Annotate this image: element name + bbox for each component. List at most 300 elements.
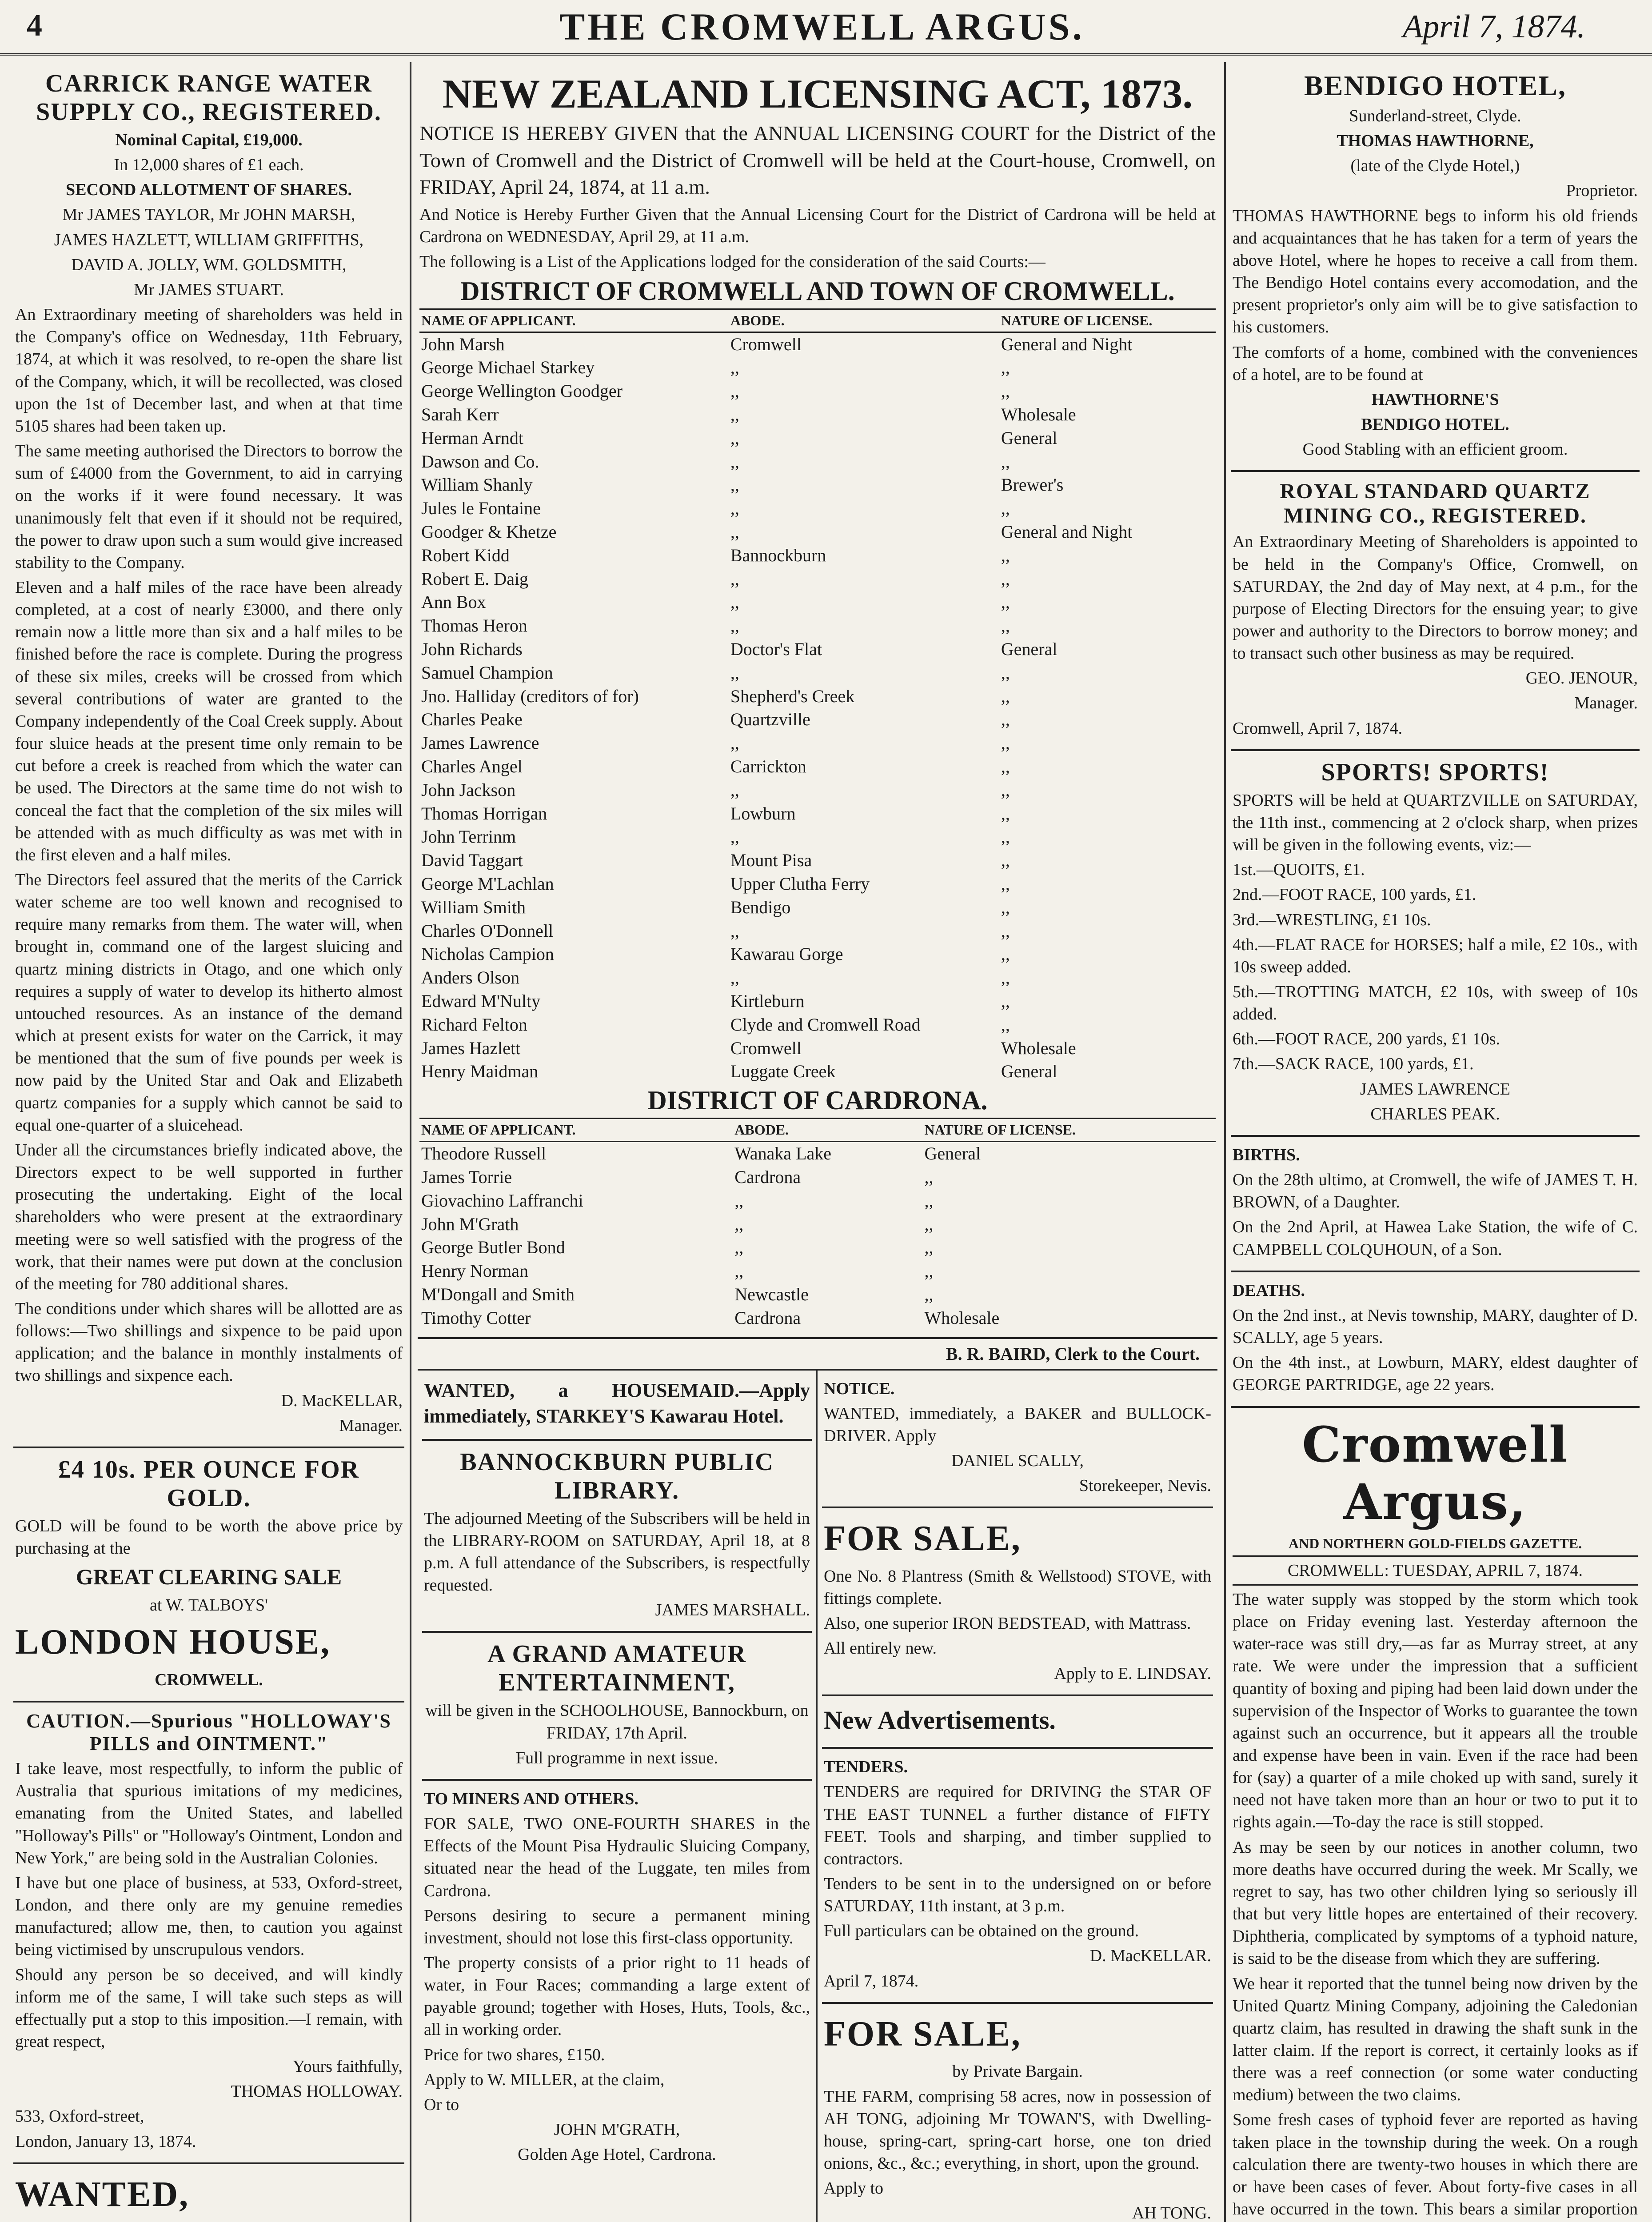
abode-cell: ,, xyxy=(734,1261,744,1281)
abode-cell: ,, xyxy=(730,592,739,612)
ad-signature: JAMES LAWRENCE xyxy=(1360,1079,1510,1099)
applicant-cell: Henry Maidman xyxy=(421,1061,539,1082)
licensing-paragraph: The following is a List of the Applications lodged for the consideration of the said Courts:— xyxy=(419,252,1045,272)
middle-subcolumns xyxy=(418,1371,1217,2222)
nature-cell: ,, xyxy=(1001,827,1010,847)
applicant-cell: Robert E. Daig xyxy=(421,568,529,589)
table-row xyxy=(419,966,1216,990)
ad-title: FOR SALE, xyxy=(824,2014,1022,2054)
column-rule xyxy=(410,62,411,2222)
applicant-cell: Charles O'Donnell xyxy=(421,920,554,941)
sports-event: 7th.—SACK RACE, 100 yards, £1. xyxy=(1233,1055,1474,1074)
ad-paragraph: WANTED, a HOUSEMAID.—Apply immediately, STARKEY'S Kawarau Hotel. xyxy=(424,1379,810,1427)
abode-cell: Carrickton xyxy=(730,756,806,776)
ad-paragraph: TENDERS are required for DRIVING the STAR OF THE EAST TUNNEL a further distance of FIFTY FEET. Tools and sharping, and timber supplied to contractors. xyxy=(824,1782,1211,1868)
nature-cell: ,, xyxy=(1001,357,1010,378)
ad-paragraph: The same meeting authorised the Directors to borrow the sum of £4000 from the Government, to aid in carrying on the works if it were found necessary. It was unanimously felt that even if it should not be required, the power to draw upon such a sum would give increased stability to the Company. xyxy=(15,442,403,572)
carrick-water-ad xyxy=(13,62,404,1448)
ad-paragraph: An Extraordinary Meeting of Shareholders is appointed to be held in the Company's Office, Cromwell, on SATURDAY, the 2nd day of May next, at 4 p.m., for the purpose of Electing Directors for the ensuing year; to give power and authority to the Directors to borrow money; and to transact such other business as may be required. xyxy=(1233,532,1638,663)
table-row xyxy=(419,1307,1216,1330)
table-row xyxy=(419,638,1216,661)
table-row xyxy=(419,1142,1216,1166)
nature-cell: General and Night xyxy=(1001,334,1133,354)
tenders-ad xyxy=(822,1749,1213,2004)
applicant-cell: Charles Angel xyxy=(421,756,523,776)
ad-signature: JOHN M'GRATH, xyxy=(554,2120,680,2139)
ad-title: TO MINERS AND OTHERS. xyxy=(424,1789,638,1808)
ad-paragraph: The conditions under which shares will be allotted are as follows:—Two shillings and sixpence to be paid upon application; and the balance in monthly instalments of two shillings and sixpence each. xyxy=(15,1299,403,1385)
ad-paragraph: Apply to W. MILLER, at the claim, xyxy=(424,2070,665,2089)
column-header: NATURE OF LICENSE. xyxy=(922,1119,1216,1142)
ad-title: TENDERS. xyxy=(824,1758,908,1777)
abode-cell: Luggate Creek xyxy=(730,1061,836,1082)
ad-paragraph: The adjourned Meeting of the Subscribers will be held in the LIBRARY-ROOM on SATURDAY, April 18, at 8 p.m. A full attendance of the Subscribers, is respectfully requested. xyxy=(424,1509,810,1595)
abode-cell: ,, xyxy=(730,428,739,448)
ad-signature-title: Manager. xyxy=(339,1416,403,1435)
applicant-cell: Anders Olson xyxy=(421,967,520,988)
applicant-cell: Nicholas Campion xyxy=(421,944,554,964)
editorial xyxy=(1231,1408,1640,2222)
column-middle xyxy=(418,62,1217,2222)
table-row xyxy=(419,1013,1216,1037)
ad-signature: London, January 13, 1874. xyxy=(15,2132,196,2151)
nature-cell: ,, xyxy=(1001,897,1010,917)
applicant-cell: Dawson and Co. xyxy=(421,451,539,472)
abode-cell: ,, xyxy=(734,1190,744,1211)
newspaper-title: THE CROMWELL ARGUS. xyxy=(559,5,1085,48)
applicant-cell: George Butler Bond xyxy=(421,1237,565,1258)
sports-event: 4th.—FLAT RACE for HORSES; half a mile, £2 10s., with 10s sweep added. xyxy=(1233,935,1638,976)
table-row xyxy=(419,427,1216,450)
ad-paragraph: On the 2nd April, at Hawea Lake Station, the wife of C. CAMPBELL COLQUHOUN, of a Son. xyxy=(1233,1218,1638,1259)
ad-paragraph: The comforts of a home, combined with the conveniences of a hotel, are to be found at xyxy=(1233,343,1638,384)
table-row xyxy=(419,919,1216,943)
table-row xyxy=(419,1283,1216,1307)
licensing-notice xyxy=(418,62,1217,1339)
abode-cell: Bendigo xyxy=(730,897,791,917)
section-title: New Advertisements. xyxy=(824,1705,1056,1734)
abode-cell: Newcastle xyxy=(734,1284,809,1304)
abode-cell: Quartzville xyxy=(730,709,810,730)
ad-paragraph: WANTED, immediately, a BAKER and BULLOCK-DRIVER. Apply xyxy=(824,1404,1211,1445)
applicant-cell: Giovachino Laffranchi xyxy=(421,1190,583,1211)
abode-cell: Bannockburn xyxy=(730,545,826,565)
abode-cell: ,, xyxy=(730,475,739,495)
section-title: BIRTHS. xyxy=(1233,1145,1300,1164)
abode-cell: ,, xyxy=(730,733,739,753)
applicant-cell: John Jackson xyxy=(421,779,516,800)
applicant-cell: Edward M'Nulty xyxy=(421,991,541,1011)
applicant-cell: Sarah Kerr xyxy=(421,404,499,425)
ad-title: BENDIGO HOTEL, xyxy=(1304,70,1566,101)
ad-heading: SECOND ALLOTMENT OF SHARES. xyxy=(65,180,352,200)
applicant-cell: John Richards xyxy=(421,639,523,659)
nature-cell: ,, xyxy=(1001,709,1010,730)
abode-cell: ,, xyxy=(730,381,739,401)
ad-signature: CHARLES PEAK. xyxy=(1370,1104,1500,1123)
ad-line: Proprietor. xyxy=(1566,181,1638,200)
applicant-cell: John Marsh xyxy=(421,334,505,354)
ad-signature: JAMES MARSHALL. xyxy=(655,1601,810,1620)
abode-cell: ,, xyxy=(730,967,739,988)
ad-signature: D. MacKELLAR, xyxy=(281,1391,403,1410)
abode-cell: ,, xyxy=(730,522,739,542)
abode-cell: Wanaka Lake xyxy=(734,1143,832,1164)
applicant-cell: Goodger & Khetze xyxy=(421,522,557,542)
table-row xyxy=(419,567,1216,591)
sports-event: 2nd.—FOOT RACE, 100 yards, £1. xyxy=(1233,885,1476,904)
ad-signature: THOMAS HOLLOWAY. xyxy=(231,2082,403,2101)
editorial-masthead-sub: AND NORTHERN GOLD-FIELDS GAZETTE. xyxy=(1288,1535,1582,1551)
ad-paragraph: On the 4th inst., at Lowburn, MARY, eldest daughter of GEORGE PARTRIDGE, age 22 years. xyxy=(1233,1353,1638,1395)
directors-line: Mr JAMES STUART. xyxy=(134,280,284,299)
applicant-cell: William Shanly xyxy=(421,475,533,495)
wanted-teacher-ad xyxy=(13,2164,404,2222)
ad-paragraph: All entirely new. xyxy=(824,1639,937,1658)
applicant-cell: James Hazlett xyxy=(421,1038,521,1058)
column-left xyxy=(13,62,404,2222)
abode-cell: ,, xyxy=(730,779,739,800)
sports-event: 3rd.—WRESTLING, £1 10s. xyxy=(1233,910,1431,929)
ad-title: £4 10s. PER OUNCE FOR GOLD. xyxy=(58,1455,360,1512)
ad-signature: AH TONG. xyxy=(1132,2204,1211,2222)
ad-paragraph: will be given in the SCHOOLHOUSE, Bannockburn, on FRIDAY, 17th April. xyxy=(425,1701,809,1742)
abode-cell: Cromwell xyxy=(730,1038,802,1058)
abode-cell: Upper Clutha Ferry xyxy=(730,873,870,894)
applicant-cell: Charles Peake xyxy=(421,709,523,730)
nature-cell: ,, xyxy=(1001,381,1010,401)
ad-title: WANTED, xyxy=(15,2174,190,2214)
nature-cell: ,, xyxy=(1001,686,1010,706)
table-row xyxy=(419,1166,1216,1189)
ad-signature: GEO. JENOUR, xyxy=(1525,669,1638,688)
table-row xyxy=(419,473,1216,497)
abode-cell: ,, xyxy=(730,920,739,941)
nature-cell: ,, xyxy=(1001,592,1010,612)
issue-date: April 7, 1874. xyxy=(1402,8,1585,45)
table-row xyxy=(419,708,1216,731)
applicant-cell: Timothy Cotter xyxy=(421,1307,531,1328)
applicant-cell: Robert Kidd xyxy=(421,545,510,565)
ad-subtitle: Sunderland-street, Clyde. xyxy=(1349,107,1521,125)
ad-title: NOTICE. xyxy=(824,1379,895,1398)
editorial-paragraph: As may be seen by our notices in another column, two more deaths have occurred during the week. Mr Scally, we regret to say, has two other children lying so seriously ill that but very little hopes are entertained of their recovery. Diphtheria, complicated by symptoms of a typhoid nature, is said to be the disease from which they are suffering. xyxy=(1233,1838,1638,1968)
abode-cell: Clyde and Cromwell Road xyxy=(730,1014,921,1035)
applicant-cell: George M'Lachlan xyxy=(421,873,554,894)
ad-capital: Nominal Capital, £19,000. xyxy=(115,131,303,149)
abode-cell: ,, xyxy=(730,451,739,472)
nature-cell: ,, xyxy=(924,1214,934,1234)
nature-cell: Wholesale xyxy=(1001,404,1076,425)
nature-cell: General xyxy=(1001,639,1057,659)
table-row xyxy=(419,332,1216,356)
column-header: NAME OF APPLICANT. xyxy=(419,1119,733,1142)
ad-line: at W. TALBOYS' xyxy=(150,1596,268,1615)
abode-cell: ,, xyxy=(730,568,739,589)
ad-paragraph: Should any person be so deceived, and will kindly inform me of the same, I will take such steps as will effectually put a stop to this imposition.—I remain, with great respect, xyxy=(15,1965,403,2051)
ad-signature: 533, Oxford-street, xyxy=(15,2107,144,2126)
farm-sale-ad xyxy=(822,2004,1213,2222)
licensing-paragraph: NOTICE IS HEREBY GIVEN that the ANNUAL LICENSING COURT for the District of the Town of Cromwell and the District of Cromwell will be held at the Court-house, Cromwell, on FRIDAY, April 24, 1874, at 11 a.m. xyxy=(419,122,1216,199)
column-header: NAME OF APPLICANT. xyxy=(419,309,729,332)
ad-line: HAWTHORNE'S xyxy=(1371,390,1499,409)
ad-paragraph: Also, one superior IRON BEDSTEAD, with Mattrass. xyxy=(824,1614,1191,1633)
nature-cell: ,, xyxy=(1001,498,1010,519)
nature-cell: ,, xyxy=(924,1284,934,1304)
table-row xyxy=(419,1259,1216,1283)
ad-paragraph: THOMAS HAWTHORNE begs to inform his old friends and acquaintances that he has taken for a term of years the above Hotel, where he hopes to receive a call from them. The Bendigo Hotel contains every accomodation, and the present proprietor's only aim will be to give satisfaction to his customers. xyxy=(1233,206,1638,337)
ad-shares: In 12,000 shares of £1 each. xyxy=(114,156,304,175)
driver-ad xyxy=(822,1371,1213,1509)
middle-subcolumn-right xyxy=(818,1371,1217,2222)
ad-date: April 7, 1874. xyxy=(824,1971,919,1990)
editorial-masthead: Cromwell Argus, xyxy=(1302,1415,1568,1531)
nature-cell: ,, xyxy=(1001,451,1010,472)
column-header: ABODE. xyxy=(733,1119,922,1142)
nature-cell: ,, xyxy=(1001,850,1010,871)
table-row xyxy=(419,403,1216,427)
nature-cell: ,, xyxy=(1001,991,1010,1011)
ad-line: Good Stabling with an efficient groom. xyxy=(1302,440,1568,459)
abode-cell: Doctor's Flat xyxy=(730,639,822,659)
abode-cell: ,, xyxy=(730,827,739,847)
abode-cell: ,, xyxy=(730,357,739,378)
births-notice xyxy=(1231,1137,1640,1272)
ad-paragraph: On the 2nd inst., at Nevis township, MARY, daughter of D. SCALLY, age 5 years. xyxy=(1233,1306,1638,1347)
nature-cell: ,, xyxy=(1001,756,1010,776)
abode-cell: Mount Pisa xyxy=(730,850,812,871)
ad-title: CARRICK RANGE WATER SUPPLY CO., REGISTERED. xyxy=(36,70,382,126)
housemaid-ad xyxy=(422,1371,812,1441)
sports-events xyxy=(1233,859,1638,1075)
ad-title: ROYAL STANDARD QUARTZ MINING CO., REGISTERED. xyxy=(1280,480,1591,528)
ad-signature: Golden Age Hotel, Cardrona. xyxy=(518,2145,716,2164)
nature-cell: ,, xyxy=(1001,779,1010,800)
ad-line: GREAT CLEARING SALE xyxy=(76,1564,342,1590)
licensing-paragraph: And Notice is Hereby Further Given that the Annual Licensing Court for the District of Cardrona will be held at Cardrona on WEDNESDAY, April 29, at 11 a.m. xyxy=(419,205,1216,247)
table-row xyxy=(419,896,1216,919)
ad-title: CAUTION.—Spurious "HOLLOWAY'S PILLS and OINTMENT." xyxy=(26,1710,391,1755)
nature-cell: General xyxy=(1001,1061,1057,1082)
applicant-cell: Jno. Halliday (creditors of for) xyxy=(421,686,639,706)
applicant-cell: James Lawrence xyxy=(421,733,539,753)
nature-cell: ,, xyxy=(1001,1014,1010,1035)
table-row xyxy=(419,849,1216,872)
ad-signature: D. MacKELLAR. xyxy=(1089,1946,1211,1966)
ad-paragraph: FOR SALE, TWO ONE-FOURTH SHARES in the Effects of the Mount Pisa Hydraulic Sluicing Company, situated near the head of the Luggate, ten miles from Cardrona. xyxy=(424,1814,810,1900)
nature-cell: ,, xyxy=(1001,803,1010,823)
ad-paragraph: Price for two shares, £150. xyxy=(424,2045,605,2064)
table-row xyxy=(419,779,1216,802)
table-row xyxy=(419,685,1216,708)
ad-paragraph: Eleven and a half miles of the race have been already completed, at a cost of nearly £3000, and there only remain now a little more than six and a half miles to be finished before the race is complete. During the progress of these six miles, creeks will be crossed from which several contributions of water are granted to the Company independently of the Coal Creek supply. About four sluice heads at the present time only remain to be cut before a creek is reached from which the water can be used. The Directors at the same time do not wish to conceal the fact that the completion of the six miles will be attended with as much difficulty as was met with in the first eleven and a half miles. xyxy=(15,578,403,864)
nature-cell: ,, xyxy=(1001,920,1010,941)
entertainment-ad xyxy=(422,1633,812,1780)
ad-name: THOMAS HAWTHORNE, xyxy=(1337,132,1534,151)
nature-cell: ,, xyxy=(1001,733,1010,753)
ad-paragraph: Persons desiring to secure a permanent mining investment, should not lose this first-class opportunity. xyxy=(424,1906,810,1947)
miners-ad xyxy=(422,1781,812,2176)
directors-line: Mr JAMES TAYLOR, Mr JOHN MARSH, xyxy=(62,205,355,224)
ad-paragraph: SPORTS will be held at QUARTZVILLE on SATURDAY, the 11th inst., commencing at 2 o'clock sharp, when prizes will be given in the following events, viz:— xyxy=(1233,791,1638,855)
ad-signature: Apply to E. LINDSAY. xyxy=(1054,1664,1211,1683)
table-row xyxy=(419,755,1216,779)
ad-paragraph: One No. 8 Plantress (Smith & Wellstood) STOVE, with fittings complete. xyxy=(824,1567,1211,1608)
page-number: 4 xyxy=(27,8,42,43)
ad-signature: Storekeeper, Nevis. xyxy=(1079,1476,1211,1495)
nature-cell: ,, xyxy=(1001,662,1010,683)
district-heading: DISTRICT OF CROMWELL AND TOWN OF CROMWELL. xyxy=(460,276,1175,306)
table-row xyxy=(419,872,1216,896)
table-row xyxy=(419,544,1216,567)
ad-signature: DANIEL SCALLY, xyxy=(951,1451,1084,1470)
applicant-cell: James Torrie xyxy=(421,1167,512,1187)
abode-cell: ,, xyxy=(730,615,739,636)
nature-cell: ,, xyxy=(924,1261,934,1281)
ad-title: FOR SALE, xyxy=(824,1519,1022,1559)
table-row xyxy=(419,591,1216,614)
applicant-cell: Henry Norman xyxy=(421,1261,529,1281)
table-row xyxy=(419,380,1216,403)
stove-sale-ad xyxy=(822,1508,1213,1696)
ad-paragraph: On the 28th ultimo, at Cromwell, the wife of JAMES T. H. BROWN, of a Daughter. xyxy=(1233,1171,1638,1212)
abode-cell: ,, xyxy=(730,662,739,683)
ad-paragraph: Full programme in next issue. xyxy=(516,1748,718,1767)
nature-cell: ,, xyxy=(1001,967,1010,988)
ad-paragraph: The property consists of a prior right to 11 heads of water, in Four Races; commanding a large extent of payable ground; together with Hoses, Huts, Tools, &c., all in working order. xyxy=(424,1954,810,2039)
nature-cell: ,, xyxy=(1001,545,1010,565)
applicant-cell: Theodore Russell xyxy=(421,1143,547,1164)
ad-line: (late of the Clyde Hotel,) xyxy=(1350,156,1520,176)
ad-line: CROMWELL. xyxy=(155,1670,263,1689)
ad-title: BANNOCKBURN PUBLIC LIBRARY. xyxy=(460,1448,774,1504)
table-row xyxy=(419,497,1216,520)
table-row xyxy=(419,1189,1216,1213)
table-row xyxy=(419,1213,1216,1236)
table-row xyxy=(419,356,1216,380)
table-row xyxy=(419,520,1216,544)
applicant-cell: George Wellington Goodger xyxy=(421,381,622,401)
ad-paragraph: I have but one place of business, at 533, Oxford-street, London, and there only are my genuine remedies manufactured; allow me, then, to caution you against being victimised by unscrupulous vendors. xyxy=(15,1873,403,1959)
editorial-paragraph: We hear it reported that the tunnel being now driven by the United Quartz Mining Company, adjoining the Caledonian quartz claim, has resulted in drawing the shaft sunk in the latter claim. If the report is correct, it certainly looks as if there was a reef connection (or some water conducting medium) between the two claims. xyxy=(1233,1974,1638,2105)
nature-cell: ,, xyxy=(1001,615,1010,636)
applicant-cell: John M'Grath xyxy=(421,1214,519,1234)
applicant-cell: Samuel Champion xyxy=(421,662,553,683)
ad-paragraph: Under all the circumstances briefly indicated above, the Directors expect to be well supported in further prosecuting the undertaking. Eight of the local shareholders who were present at the extraordinary meeting were so well satisfied with the progress of the work, that their names were put down at the conclusion of the meeting for 780 additional shares. xyxy=(15,1140,403,1293)
table-row xyxy=(419,1236,1216,1259)
applicant-cell: David Taggart xyxy=(421,850,523,871)
applicant-cell: William Smith xyxy=(421,897,526,917)
holloway-caution-ad xyxy=(13,1702,404,2164)
sports-event: 6th.—FOOT RACE, 200 yards, £1 10s. xyxy=(1233,1030,1500,1049)
bendigo-hotel-ad xyxy=(1231,62,1640,472)
nature-cell: ,, xyxy=(924,1167,934,1187)
abode-cell: Cardrona xyxy=(734,1307,801,1328)
ad-title: A GRAND AMATEUR ENTERTAINMENT, xyxy=(487,1640,746,1697)
column-rule xyxy=(1224,62,1226,2222)
directors-line: JAMES HAZLETT, WILLIAM GRIFFITHS, xyxy=(54,230,364,249)
ad-paragraph: An Extraordinary meeting of shareholders was held in the Company's office on Wednesday, 11th February, 1874, at which it was resolved, to re-open the share list of the Company, which, it will be recollected, was closed upon the 1st of December last, and when at that time 5105 shares had been taken up. xyxy=(15,305,403,436)
applicant-cell: George Michael Starkey xyxy=(421,357,595,378)
ad-line: LONDON HOUSE, xyxy=(15,1623,331,1662)
applicant-cell: John Terrinm xyxy=(421,827,516,847)
ad-title: SPORTS! SPORTS! xyxy=(1321,758,1549,786)
ad-paragraph: The Directors feel assured that the merits of the Carrick water scheme are too well known and recognised to require many remarks from them. The water will, when brought in, command one of the largest sluicing and quartz mining districts in Otago, and one which only requires a supply of water to develop its hitherto almost untouched resources. As an instance of the demand which at present exists for water on the Carrick, it may be mentioned that the sum of five pounds per week is now paid by the United Star and Oak and Elizabeth quartz companies for a supply which cannot be said to equal one-quarter of a sluicehead. xyxy=(15,871,403,1135)
deaths-notice xyxy=(1231,1272,1640,1408)
applicant-cell: Richard Felton xyxy=(421,1014,527,1035)
ad-paragraph: Full particulars can be obtained on the ground. xyxy=(824,1922,1139,1941)
nature-cell: General xyxy=(924,1143,981,1164)
nature-cell: Brewer's xyxy=(1001,475,1064,495)
gold-price-ad xyxy=(13,1448,404,1702)
directors-line: DAVID A. JOLLY, WM. GOLDSMITH, xyxy=(71,255,347,274)
abode-cell: Kirtleburn xyxy=(730,991,805,1011)
abode-cell: ,, xyxy=(730,404,739,425)
section-title: DEATHS. xyxy=(1233,1281,1305,1300)
applicant-cell: Ann Box xyxy=(421,592,486,612)
editorial-paragraph: The water supply was stopped by the storm which took place on Friday evening last. Yesterday afternoon the water-race was still dry,—as far as Murray street, at any rate. We were under the impression that a sufficient quantity of boxing and piping had been laid down under the supervision of the Inspector of Works to guarantee the town against such an occurrence, but it appears all the trouble and expense have been in vain. Even if the race had been for (say) a quarter of a mile choked up with sand, surely it need not have taken more than an hour or two to put it to rights again.—To-day the race is still stopped. xyxy=(1233,1590,1638,1832)
abode-cell: Shepherd's Creek xyxy=(730,686,855,706)
table-row xyxy=(419,731,1216,755)
abode-cell: ,, xyxy=(730,498,739,519)
sports-event: 5th.—TROTTING MATCH, £2 10s, with sweep of 10s added. xyxy=(1233,983,1638,1024)
licensing-title: NEW ZEALAND LICENSING ACT, 1873. xyxy=(442,71,1193,116)
abode-cell: Cromwell xyxy=(730,334,802,354)
applications-table xyxy=(419,1118,1216,1330)
ad-line: BENDIGO HOTEL. xyxy=(1361,415,1509,434)
ad-subtitle: by Private Bargain. xyxy=(952,2062,1083,2081)
ad-signature: Manager. xyxy=(1574,694,1638,713)
applicant-cell: Herman Arndt xyxy=(421,428,523,448)
new-advertisements-header xyxy=(822,1696,1213,1749)
table-row xyxy=(419,943,1216,966)
table-row xyxy=(419,802,1216,826)
applications-table xyxy=(419,308,1216,1084)
table-row xyxy=(419,1060,1216,1083)
abode-cell: Cardrona xyxy=(734,1167,801,1187)
abode-cell: ,, xyxy=(734,1214,744,1234)
ad-paragraph: Or to xyxy=(424,2095,459,2114)
abode-cell: Kawarau Gorge xyxy=(730,944,843,964)
nature-cell: ,, xyxy=(924,1190,934,1211)
nature-cell: ,, xyxy=(1001,944,1010,964)
column-header: ABODE. xyxy=(729,309,999,332)
nature-cell: ,, xyxy=(924,1237,934,1258)
masthead xyxy=(0,0,1652,56)
middle-subcolumn-left xyxy=(418,1371,818,2222)
applicant-cell: Thomas Horrigan xyxy=(421,803,547,823)
ad-paragraph: I take leave, most respectfully, to inform the public of Australia that spurious imitations of my medicines, emanating from the United States, and labelled "Holloway's Pills" or "Holloway's Ointment, London and New York," are being sold in the Australian Colonies. xyxy=(15,1759,403,1867)
ad-date: Cromwell, April 7, 1874. xyxy=(1233,719,1403,738)
sports-event: 1st.—QUOITS, £1. xyxy=(1233,860,1365,879)
abode-cell: Lowburn xyxy=(730,803,796,823)
district-heading: DISTRICT OF CARDRONA. xyxy=(647,1086,988,1115)
applicant-cell: Thomas Heron xyxy=(421,615,527,636)
column-right xyxy=(1231,62,1640,2222)
ad-paragraph: Tenders to be sent in to the undersigned on or before SATURDAY, 11th instant, at 3 p.m. xyxy=(824,1874,1211,1916)
editorial-dateline: CROMWELL: TUESDAY, APRIL 7, 1874. xyxy=(1233,1555,1638,1586)
applicant-cell: M'Dongall and Smith xyxy=(421,1284,575,1304)
applicant-cell: Jules le Fontaine xyxy=(421,498,541,519)
column-header: NATURE OF LICENSE. xyxy=(999,309,1216,332)
nature-cell: ,, xyxy=(1001,568,1010,589)
nature-cell: Wholesale xyxy=(1001,1038,1076,1058)
ad-signature: Yours faithfully, xyxy=(292,2057,403,2076)
table-row xyxy=(419,661,1216,685)
royal-standard-ad xyxy=(1231,472,1640,751)
ad-paragraph: Apply to xyxy=(824,2179,884,2198)
nature-cell: General xyxy=(1001,428,1057,448)
